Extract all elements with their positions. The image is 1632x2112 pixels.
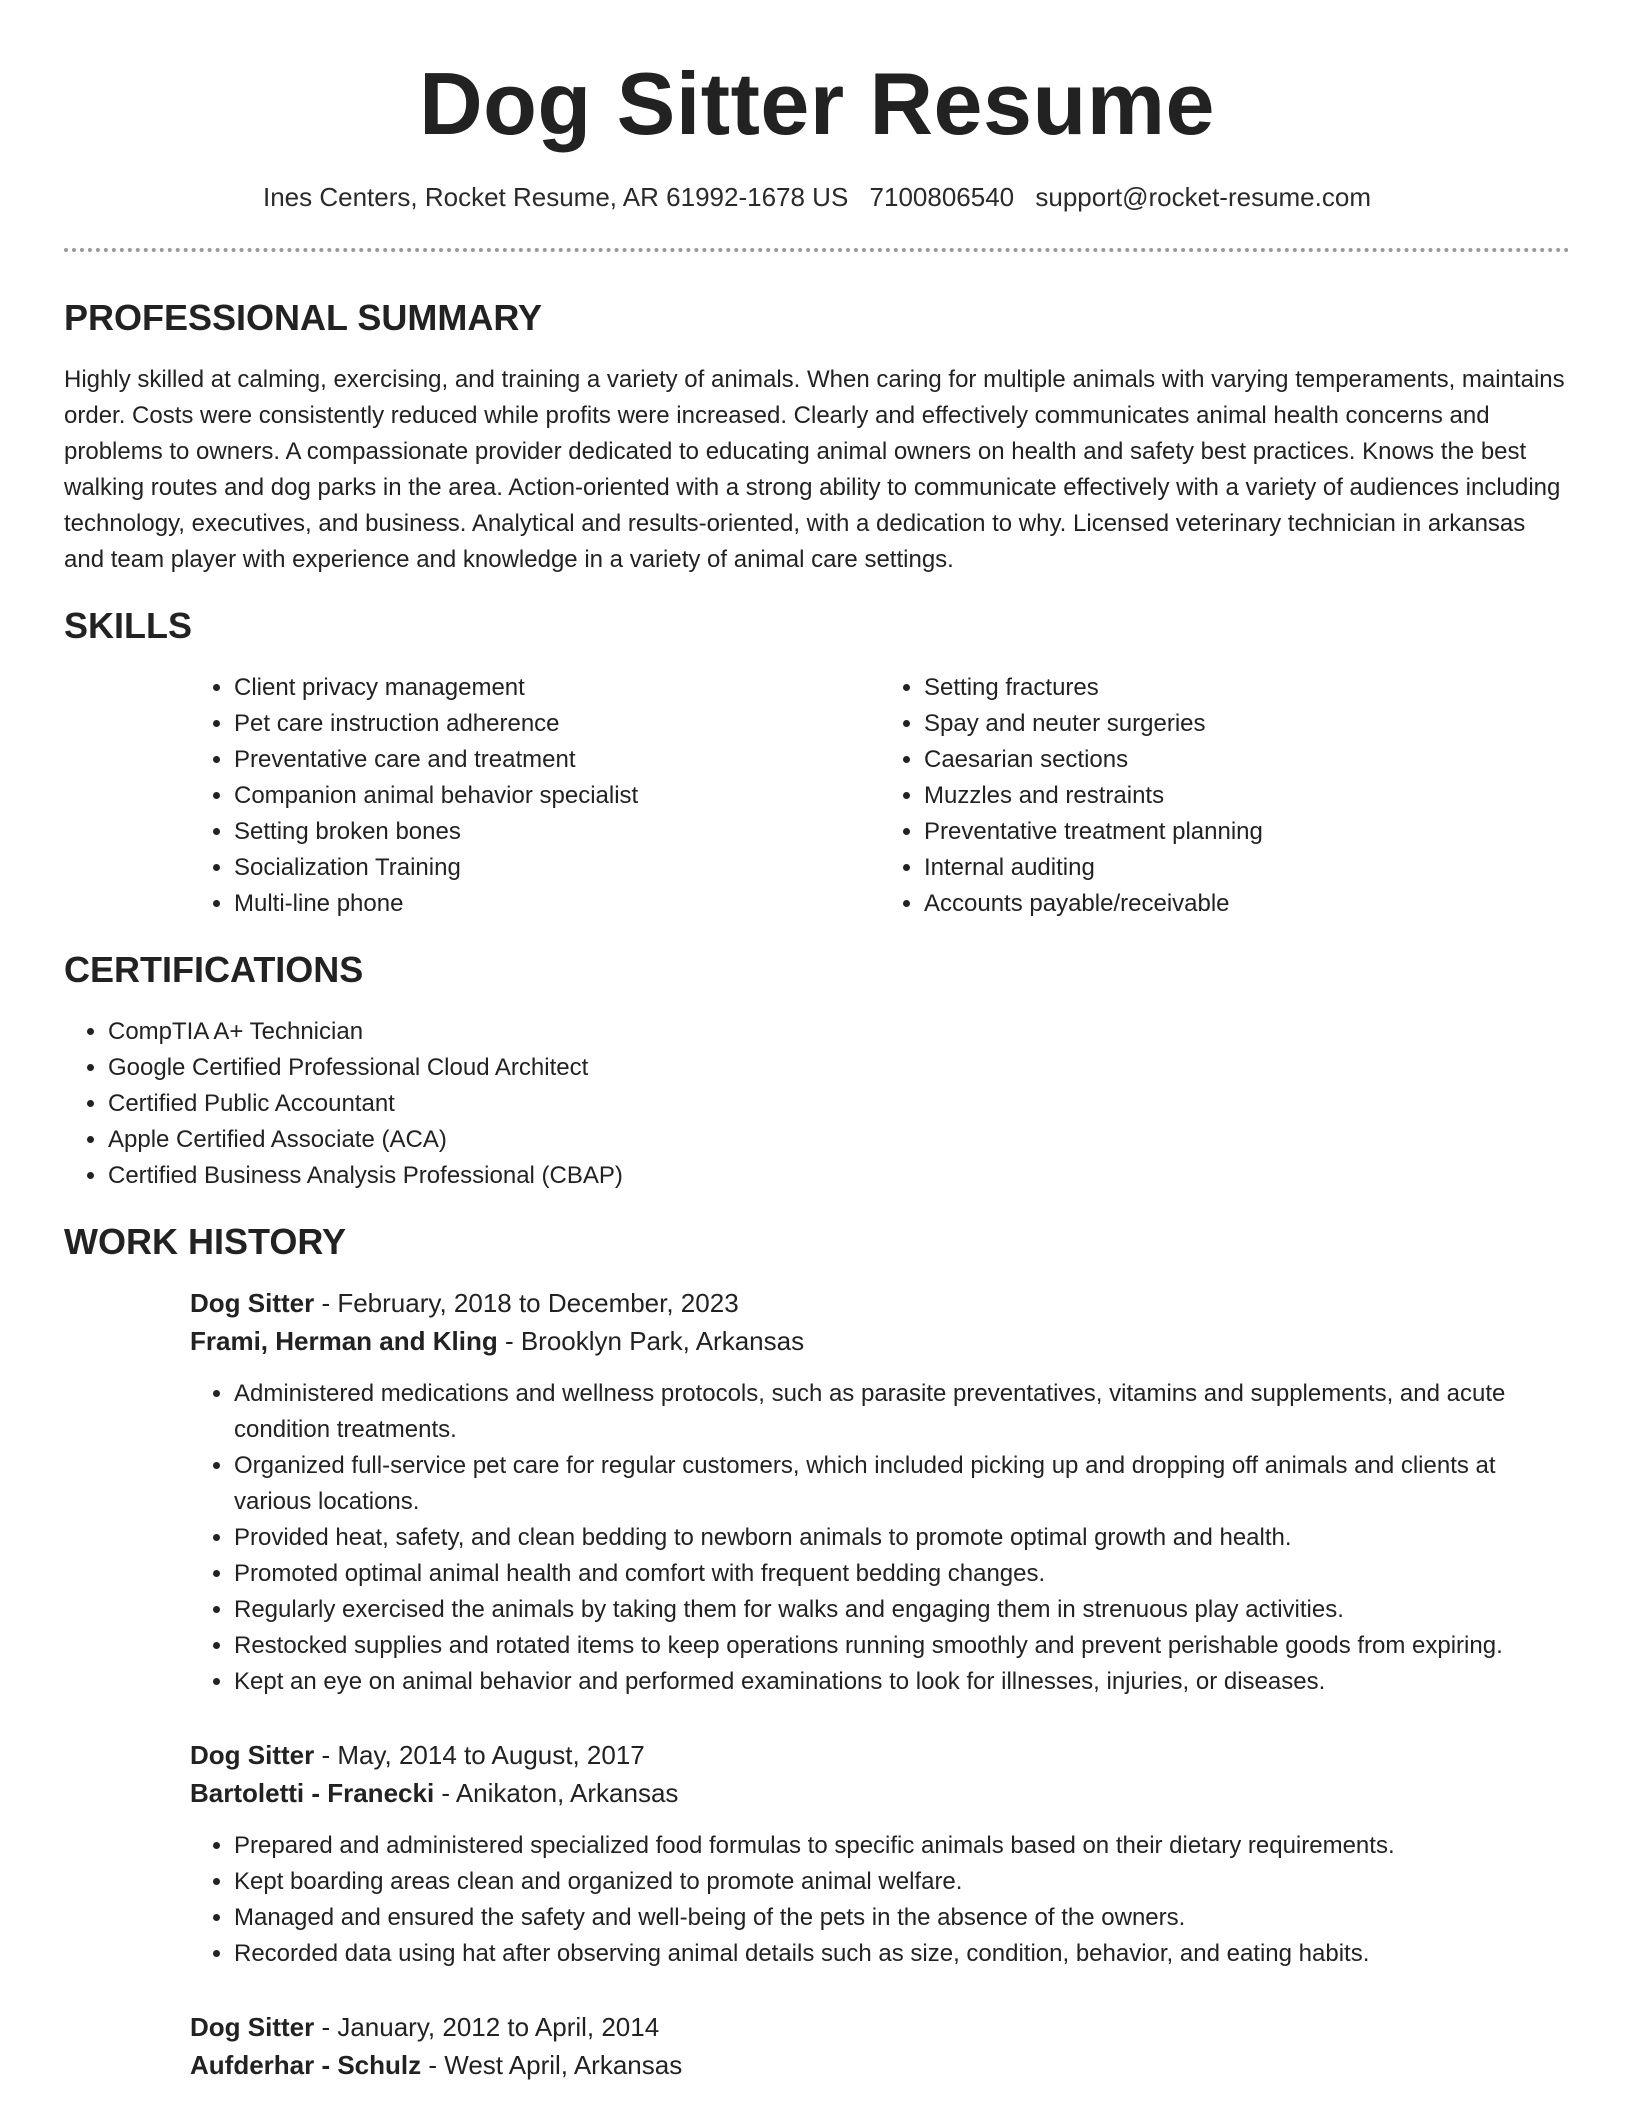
certification-item: • Apple Certified Associate (ACA) — [108, 1122, 1570, 1158]
job-dates: - January, 2012 to April, 2014 — [314, 2012, 660, 2042]
job-dates: - May, 2014 to August, 2017 — [314, 1740, 645, 1770]
summary-heading: PROFESSIONAL SUMMARY — [64, 297, 543, 338]
certification-item: • Google Certified Professional Cloud Architect — [108, 1050, 1570, 1086]
skills-list — [190, 670, 1570, 922]
skill-item: • Internal auditing — [924, 850, 1570, 886]
job-duty-item: • Administered medications and wellness protocols, such as parasite preventatives, vitamins and supplements, and acute condition treatments. — [234, 1376, 1570, 1448]
skill-item: • Accounts payable/receivable — [924, 886, 1570, 922]
job-duty-item: • Prepared and administered specialized food formulas to specific animals based on their dietary requirements. — [234, 1828, 1570, 1864]
job-entry — [190, 1284, 1570, 1700]
job-duty-item: • Regularly exercised the animals by taking them for walks and engaging them in strenuous play activities. — [234, 1592, 1570, 1628]
contact-line — [64, 180, 1570, 214]
work-history-heading: WORK HISTORY — [64, 1221, 347, 1262]
job-location: - Anikaton, Arkansas — [434, 1778, 679, 1808]
summary-text: Highly skilled at calming, exercising, and training a variety of animals. When caring for multiple animals with varying temperaments, maintains order. Costs were consistently reduced while profits were increased. Clearly and effectively communicates animal health concerns and problems to owners. A compassionate provider dedicated to educating animal owners on health and safety best practices. Knows the best walking routes and dog parks in the area. Action-oriented with a strong ability to communicate effectively with a variety of audiences including technology, executives, and business. Analytical and results-oriented, with a dedication to why. Licensed veterinary technician in arkansas and team player with experience and knowledge in a variety of animal care settings. — [64, 366, 1565, 573]
job-entry — [190, 2008, 1570, 2084]
skill-item: • Client privacy management — [234, 670, 880, 706]
skill-item: • Spay and neuter surgeries — [924, 706, 1570, 742]
skill-item: • Preventative care and treatment — [234, 742, 880, 778]
job-location: - Brooklyn Park, Arkansas — [497, 1326, 805, 1356]
skill-item: • Muzzles and restraints — [924, 778, 1570, 814]
skill-item: • Pet care instruction adherence — [234, 706, 880, 742]
job-entry — [190, 1736, 1570, 1972]
job-company: Aufderhar - Schulz — [190, 2050, 422, 2080]
certifications-heading: CERTIFICATIONS — [64, 949, 364, 990]
job-company-line — [190, 1322, 1570, 1360]
job-title-line — [190, 2008, 1570, 2046]
resume-page — [64, 0, 1570, 2084]
phone-text: 7100806540 — [869, 182, 1015, 212]
job-company-line — [190, 2046, 1570, 2084]
skills-left-column — [190, 670, 880, 922]
job-dates: - February, 2018 to December, 2023 — [314, 1288, 739, 1318]
skill-item: • Setting broken bones — [234, 814, 880, 850]
job-title-line — [190, 1736, 1570, 1774]
job-duty-item: • Managed and ensured the safety and well-being of the pets in the absence of the owners. — [234, 1900, 1570, 1936]
job-duty-item: • Kept boarding areas clean and organized to promote animal welfare. — [234, 1864, 1570, 1900]
job-duty-item: • Restocked supplies and rotated items to keep operations running smoothly and prevent perishable goods from expiring. — [234, 1628, 1570, 1664]
job-company: Frami, Herman and Kling — [190, 1326, 498, 1356]
job-duty-item: • Recorded data using hat after observing animal details such as size, condition, behavior, and eating habits. — [234, 1936, 1570, 1972]
job-company-line — [190, 1774, 1570, 1812]
job-duty-item: • Kept an eye on animal behavior and performed examinations to look for illnesses, injuries, or diseases. — [234, 1664, 1570, 1700]
address-text: Ines Centers, Rocket Resume, AR 61992-1678 US — [262, 182, 849, 212]
job-title: Dog Sitter — [190, 1288, 315, 1318]
job-title: Dog Sitter — [190, 2012, 315, 2042]
page-title: Dog Sitter Resume — [419, 54, 1215, 153]
skills-heading: SKILLS — [64, 605, 193, 646]
skill-item: • Socialization Training — [234, 850, 880, 886]
job-duty-item: • Organized full-service pet care for regular customers, which included picking up and dropping off animals and clients at various locations. — [234, 1448, 1570, 1520]
job-duties-list — [190, 1376, 1570, 1700]
job-duties-list — [190, 1828, 1570, 1972]
job-company: Bartoletti - Franecki — [190, 1778, 435, 1808]
job-title: Dog Sitter — [190, 1740, 315, 1770]
skill-item: • Setting fractures — [924, 670, 1570, 706]
certification-item: • Certified Public Accountant — [108, 1086, 1570, 1122]
skill-item: • Preventative treatment planning — [924, 814, 1570, 850]
header-divider — [64, 248, 1570, 252]
skill-item: • Multi-line phone — [234, 886, 880, 922]
certification-item: • Certified Business Analysis Professional (CBAP) — [108, 1158, 1570, 1194]
skill-item: • Companion animal behavior specialist — [234, 778, 880, 814]
certification-item: • CompTIA A+ Technician — [108, 1014, 1570, 1050]
skill-item: • Caesarian sections — [924, 742, 1570, 778]
job-duty-item: • Promoted optimal animal health and comfort with frequent bedding changes. — [234, 1556, 1570, 1592]
job-duty-item: • Provided heat, safety, and clean bedding to newborn animals to promote optimal growth and health. — [234, 1520, 1570, 1556]
email-text: support@rocket-resume.com — [1035, 182, 1371, 212]
job-title-line — [190, 1284, 1570, 1322]
certifications-list — [64, 1014, 1570, 1194]
skills-right-column — [880, 670, 1570, 922]
job-location: - West April, Arkansas — [421, 2050, 683, 2080]
